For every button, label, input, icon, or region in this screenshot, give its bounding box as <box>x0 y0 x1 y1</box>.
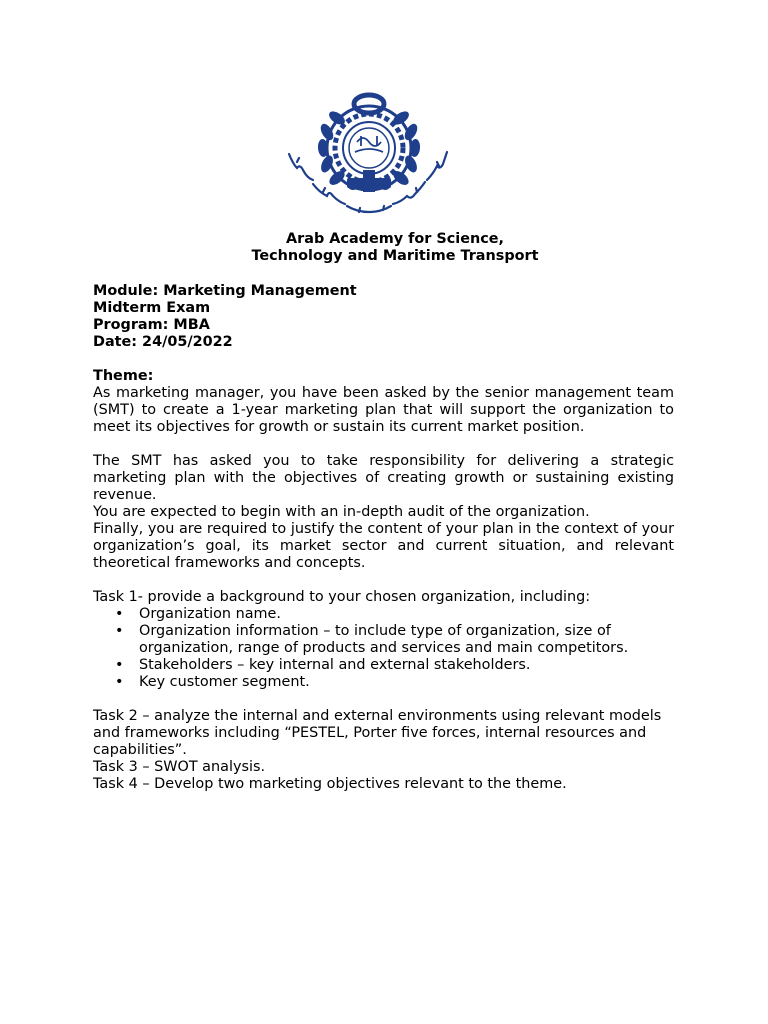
bullet-icon: • <box>115 606 124 622</box>
bullet-icon: • <box>115 623 124 639</box>
list-item <box>93 657 674 674</box>
theme-paragraph-4: Finally, you are required to justify the content of your plan in the context of your organization’s goal, its market sector and current situation, and relevant theoretical frameworks and concepts. <box>93 521 674 571</box>
theme-heading: Theme: <box>93 368 154 384</box>
spacer <box>93 351 674 368</box>
bullet-icon: • <box>115 674 124 690</box>
spacer <box>93 572 674 589</box>
task-1-list <box>93 606 674 691</box>
exam-date: Date: 24/05/2022 <box>93 334 233 350</box>
theme-paragraph-2: The SMT has asked you to take responsibility for delivering a strategic marketing plan with the objectives of creating growth or sustaining existing revenue. <box>93 453 674 503</box>
exam-type: Midterm Exam <box>93 300 211 316</box>
list-item-text: Stakeholders – key internal and external stakeholders. <box>139 657 531 673</box>
list-item-text: Organization name. <box>139 606 281 622</box>
list-item <box>93 606 674 623</box>
theme-paragraph-3: You are expected to begin with an in-depth audit of the organization. <box>93 504 590 520</box>
spacer <box>93 691 674 708</box>
theme-paragraph-1: As marketing manager, you have been asked by the senior management team (SMT) to create a 1-year marketing plan that will support the organization to meet its objectives for growth or sustain its current market position. <box>93 385 674 435</box>
institution-name <box>93 231 697 265</box>
task-1-intro: Task 1- provide a background to your chosen organization, including: <box>93 589 591 605</box>
list-item-text: Key customer segment. <box>139 674 310 690</box>
list-item <box>93 674 674 691</box>
institution-line-2: Technology and Maritime Transport <box>251 248 539 264</box>
institution-line-1: Arab Academy for Science, <box>286 231 504 247</box>
spacer <box>93 436 674 453</box>
bullet-icon: • <box>115 657 124 673</box>
task-4: Task 4 – Develop two marketing objectives relevant to the theme. <box>93 776 567 792</box>
task-2: Task 2 – analyze the internal and external environments using relevant models and frameworks including “PESTEL, Porter five forces, internal resources and capabilities”. <box>93 708 662 758</box>
program-name: Program: MBA <box>93 317 210 333</box>
module-title: Module: Marketing Management <box>93 283 357 299</box>
list-item-text: Organization information – to include type of organization, size of organization, range of products and services and main competitors. <box>139 623 629 656</box>
task-3: Task 3 – SWOT analysis. <box>93 759 266 775</box>
arab-academy-emblem-icon <box>283 92 451 228</box>
document-body <box>93 283 674 793</box>
list-item <box>93 623 674 657</box>
